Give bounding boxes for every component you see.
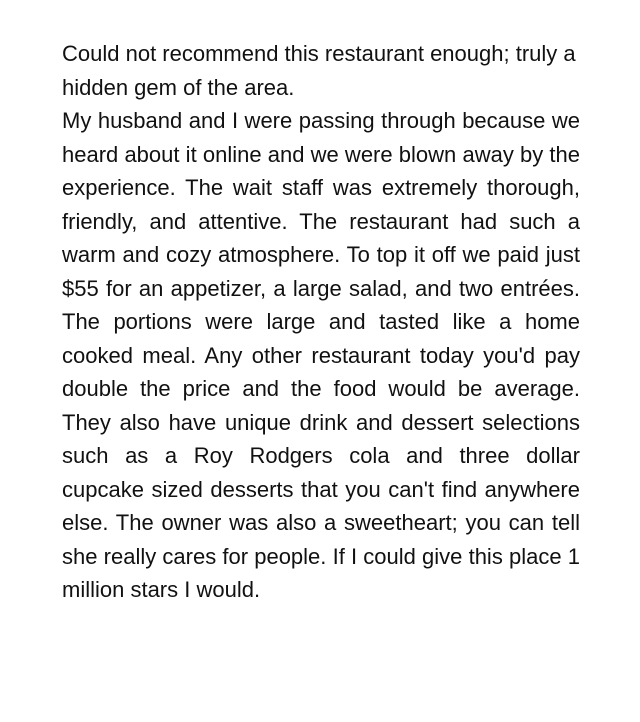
review-text-block <box>62 37 580 607</box>
review-headline: Could not recommend this restaurant enough; truly a hidden gem of the area. <box>62 41 576 100</box>
review-body: My husband and I were passing through because we heard about it online and we were blown away by the experience. The wait staff was extremely thorough, friendly, and attentive. The restaurant had such a warm and cozy atmosphere. To top it off we paid just $55 for an appetizer, a large salad, and two entrées. The portions were large and tasted like a home cooked meal. Any other restaurant today you'd pay double the price and the food would be average. They also have unique drink and dessert selections such as a Roy Rodgers cola and three dollar cupcake sized desserts that you can't find anywhere else. The owner was also a sweetheart; you can tell she really cares for people. If I could give this place 1 million stars I would. <box>62 108 580 602</box>
